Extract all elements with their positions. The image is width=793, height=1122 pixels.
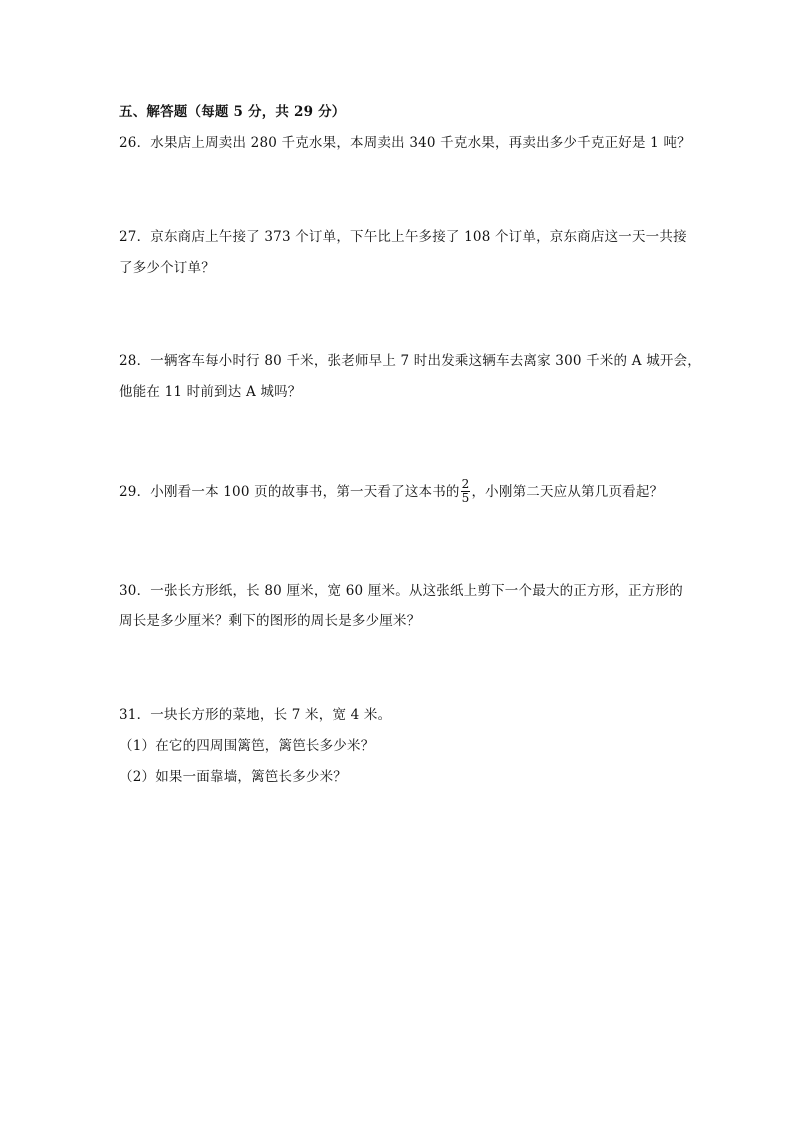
question-31-sub-2: （2）如果一面靠墙，篱笆长多少米？ (119, 769, 347, 785)
question-26: 26．水果店上周卖出 280 千克水果，本周卖出 340 千克水果，再卖出多少千克正好是 1 吨？ (119, 135, 691, 151)
question-28-line-1: 28．一辆客车每小时行 80 千米，张老师早上 7 时出发乘这辆车去离家 300 千米的 A 城开会， (119, 353, 701, 369)
question-29-text-after: ，小刚第二天应从第几页看起？ (471, 484, 664, 500)
question-31-sub-1: （1）在它的四周围篱笆，篱笆长多少米？ (119, 738, 375, 754)
question-27-line-1: 27．京东商店上午接了 373 个订单，下午比上午多接了 108 个订单，京东商店这一天一共接 (119, 229, 687, 245)
section-heading: 五、解答题（每题 5 分，共 29 分） (119, 104, 346, 120)
fraction-denominator: 5 (461, 491, 470, 505)
question-31-line-1: 31．一块长方形的菜地，长 7 米，宽 4 米。 (119, 707, 392, 723)
question-30-line-1: 30．一张长方形纸，长 80 厘米，宽 60 厘米。从这张纸上剪下一个最大的正方形，正方形的 (119, 583, 683, 599)
question-27-line-2: 了多少个订单？ (119, 260, 215, 276)
fraction-numerator: 2 (461, 477, 470, 491)
question-30-line-2: 周长是多少厘米？剩下的图形的周长是多少厘米？ (119, 613, 421, 629)
question-28-line-2: 他能在 11 时前到达 A 城吗？ (119, 384, 302, 400)
fraction-two-fifths (461, 478, 471, 505)
question-29 (119, 479, 663, 506)
question-29-text-before: 29．小刚看一本 100 页的故事书，第一天看了这本书的 (119, 484, 460, 500)
